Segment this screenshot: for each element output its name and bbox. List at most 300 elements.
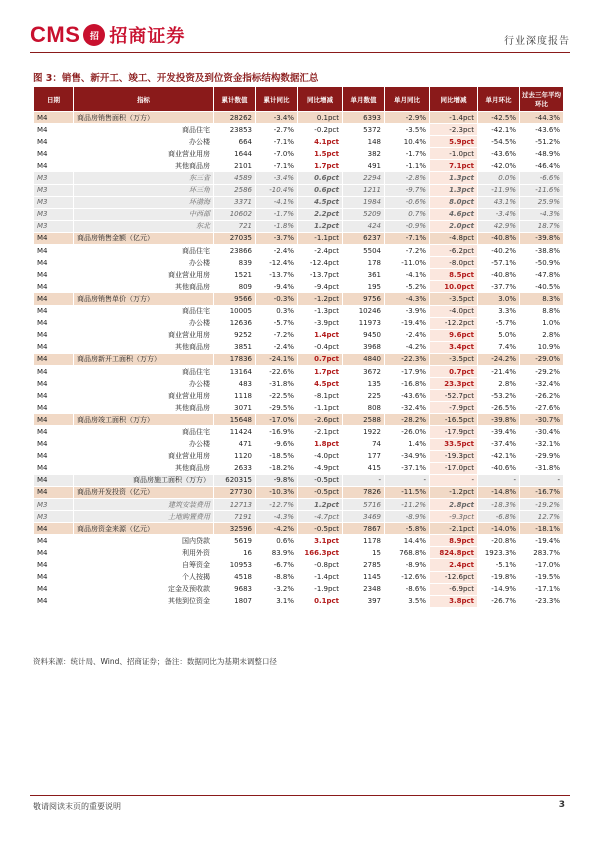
value-cell: 1922 (343, 426, 385, 438)
period-cell: M4 (34, 317, 74, 329)
value-cell: -40.2% (478, 245, 520, 257)
value-cell: 0.7% (385, 208, 430, 220)
value-cell: -16.7% (520, 486, 564, 498)
value-cell: 0.7pct (430, 365, 478, 377)
value-cell: -4.3% (385, 293, 430, 305)
value-cell: -3.7% (256, 232, 298, 244)
table-row (34, 402, 564, 414)
value-cell: -1.1% (385, 160, 430, 172)
table-row (34, 220, 564, 232)
value-cell: 1984 (343, 196, 385, 208)
value-cell: -3.5pct (430, 293, 478, 305)
column-header: 累计同比 (256, 87, 298, 112)
value-cell: 283.7% (520, 547, 564, 559)
value-cell: -3.4% (256, 172, 298, 184)
value-cell: - (385, 474, 430, 486)
table-row (34, 293, 564, 305)
value-cell: -23.3% (520, 595, 564, 607)
value-cell: -1.2pct (430, 486, 478, 498)
value-cell: 4518 (214, 571, 256, 583)
period-cell: M4 (34, 523, 74, 535)
column-header: 同比增减 (430, 87, 478, 112)
indicator-cell: 商品住宅 (74, 124, 214, 136)
value-cell: -43.6% (385, 390, 430, 402)
value-cell: 9566 (214, 293, 256, 305)
value-cell: -39.8% (478, 414, 520, 426)
header-divider (30, 52, 570, 53)
value-cell: 28262 (214, 112, 256, 124)
value-cell: -29.0% (520, 353, 564, 365)
value-cell: -4.2% (256, 523, 298, 535)
value-cell: -32.4% (520, 378, 564, 390)
period-cell: M4 (34, 595, 74, 607)
value-cell: 1178 (343, 535, 385, 547)
table-row (34, 232, 564, 244)
value-cell: 3.4pct (430, 341, 478, 353)
value-cell: 8.8% (520, 305, 564, 317)
value-cell: -1.0pct (430, 148, 478, 160)
value-cell: -30.4% (520, 426, 564, 438)
period-cell: M4 (34, 124, 74, 136)
value-cell: 43.1% (478, 196, 520, 208)
value-cell: -3.4% (256, 112, 298, 124)
table-row (34, 486, 564, 498)
value-cell: -7.1% (385, 232, 430, 244)
value-cell: 0.1pct (298, 595, 343, 607)
indicator-cell: 环三角 (74, 184, 214, 196)
value-cell: 3.1% (256, 595, 298, 607)
period-cell: M4 (34, 390, 74, 402)
indicator-cell: 东北 (74, 220, 214, 232)
value-cell: -52.7pct (430, 390, 478, 402)
source-note: 资料来源：统计局、Wind、招商证券；备注：数据同比为基期未调整口径 (33, 657, 277, 666)
value-cell: 397 (343, 595, 385, 607)
period-cell: M4 (34, 269, 74, 281)
indicator-cell: 定金及预收款 (74, 583, 214, 595)
value-cell: -3.5pct (430, 353, 478, 365)
value-cell: 2.8% (520, 329, 564, 341)
value-cell: -13.7% (256, 269, 298, 281)
table-row (34, 172, 564, 184)
period-cell: M4 (34, 402, 74, 414)
table-row (34, 196, 564, 208)
value-cell: -14.9% (478, 583, 520, 595)
value-cell: -5.2% (385, 281, 430, 293)
value-cell: 177 (343, 450, 385, 462)
value-cell: -16.5pct (430, 414, 478, 426)
value-cell: 12.7% (520, 511, 564, 523)
value-cell: -4.0pct (430, 305, 478, 317)
value-cell: -12.2pct (430, 317, 478, 329)
table-row (34, 184, 564, 196)
value-cell: -5.1% (478, 559, 520, 571)
period-cell: M4 (34, 329, 74, 341)
table-row (34, 341, 564, 353)
indicator-cell: 其他商品房 (74, 160, 214, 172)
period-cell: M3 (34, 511, 74, 523)
value-cell: -3.9% (385, 305, 430, 317)
indicator-cell: 环渤海 (74, 196, 214, 208)
value-cell: -3.9pct (298, 317, 343, 329)
value-cell: 809 (214, 281, 256, 293)
value-cell: -17.0% (520, 559, 564, 571)
value-cell: 14.4% (385, 535, 430, 547)
value-cell: -11.9% (478, 184, 520, 196)
value-cell: 4.5pct (298, 196, 343, 208)
value-cell: 3851 (214, 341, 256, 353)
table-row (34, 245, 564, 257)
value-cell: -7.2% (256, 329, 298, 341)
value-cell: -4.0pct (298, 450, 343, 462)
value-cell: 15 (343, 547, 385, 559)
value-cell: -2.7% (256, 124, 298, 136)
indicator-cell: 中西部 (74, 208, 214, 220)
value-cell: 808 (343, 402, 385, 414)
value-cell: -13.7pct (298, 269, 343, 281)
table-row (34, 571, 564, 583)
period-cell: M4 (34, 365, 74, 377)
value-cell: 2.8pct (430, 499, 478, 511)
table-row (34, 535, 564, 547)
value-cell: -8.8% (256, 571, 298, 583)
indicator-cell: 商业营业用房 (74, 329, 214, 341)
value-cell: -26.0% (385, 426, 430, 438)
period-cell: M4 (34, 281, 74, 293)
value-cell: 3.0% (478, 293, 520, 305)
table-row (34, 390, 564, 402)
value-cell: 2785 (343, 559, 385, 571)
period-cell: M3 (34, 499, 74, 511)
value-cell: -39.4% (478, 426, 520, 438)
table-row (34, 378, 564, 390)
value-cell: 1.8pct (298, 438, 343, 450)
value-cell: -40.6% (478, 462, 520, 474)
value-cell: 4.6pct (430, 208, 478, 220)
indicator-cell: 东三省 (74, 172, 214, 184)
value-cell: 13164 (214, 365, 256, 377)
value-cell: -38.8% (520, 245, 564, 257)
value-cell: 11424 (214, 426, 256, 438)
indicator-cell: 建筑安装费用 (74, 499, 214, 511)
period-cell: M4 (34, 486, 74, 498)
value-cell: -9.3pct (430, 511, 478, 523)
period-cell: M4 (34, 474, 74, 486)
value-cell: -2.4% (256, 341, 298, 353)
indicator-cell: 自筹资金 (74, 559, 214, 571)
value-cell: 10005 (214, 305, 256, 317)
indicator-cell: 商业营业用房 (74, 148, 214, 160)
column-header: 过去三年平均环比 (520, 87, 564, 112)
indicator-cell: 其他到位资金 (74, 595, 214, 607)
value-cell: -12.7% (256, 499, 298, 511)
table-row (34, 305, 564, 317)
indicator-cell: 商品住宅 (74, 365, 214, 377)
value-cell: -26.5% (478, 402, 520, 414)
period-cell: M3 (34, 172, 74, 184)
value-cell: -37.1% (385, 462, 430, 474)
table-row (34, 547, 564, 559)
indicator-cell: 商品房施工面积（万方） (74, 474, 214, 486)
period-cell: M4 (34, 438, 74, 450)
value-cell: -16.9% (256, 426, 298, 438)
value-cell: -0.4pct (298, 341, 343, 353)
value-cell: -8.6% (385, 583, 430, 595)
value-cell: 1.5pct (298, 148, 343, 160)
value-cell: -17.9% (385, 365, 430, 377)
table-row (34, 583, 564, 595)
value-cell: 2633 (214, 462, 256, 474)
value-cell: -43.6% (520, 124, 564, 136)
value-cell: -17.0pct (430, 462, 478, 474)
indicator-cell: 商品住宅 (74, 426, 214, 438)
value-cell: -14.0% (478, 523, 520, 535)
value-cell: 2588 (343, 414, 385, 426)
period-cell: M4 (34, 305, 74, 317)
value-cell: 4589 (214, 172, 256, 184)
value-cell: -29.5% (256, 402, 298, 414)
table-row (34, 365, 564, 377)
table-row (34, 269, 564, 281)
table-row (34, 511, 564, 523)
value-cell: -19.8% (478, 571, 520, 583)
value-cell: -2.4pct (298, 245, 343, 257)
value-cell: -6.2pct (430, 245, 478, 257)
value-cell: 9683 (214, 583, 256, 595)
value-cell: -22.3% (385, 353, 430, 365)
value-cell: -12.4pct (298, 257, 343, 269)
value-cell: 3968 (343, 341, 385, 353)
table-body (34, 112, 564, 608)
table-row (34, 438, 564, 450)
figure-title: 图 3：销售、新开工、竣工、开发投资及到位资金指标结构数据汇总 (33, 73, 319, 84)
value-cell: -0.5pct (298, 474, 343, 486)
value-cell: 768.8% (385, 547, 430, 559)
value-cell: 824.8pct (430, 547, 478, 559)
value-cell: -2.6pct (298, 414, 343, 426)
value-cell: -19.4% (520, 535, 564, 547)
value-cell: -9.7% (385, 184, 430, 196)
value-cell: -53.2% (478, 390, 520, 402)
value-cell: -11.0% (385, 257, 430, 269)
indicator-cell: 商业营业用房 (74, 450, 214, 462)
value-cell: 483 (214, 378, 256, 390)
value-cell: -31.8% (520, 462, 564, 474)
value-cell: 166.3pct (298, 547, 343, 559)
value-cell: -32.4% (385, 402, 430, 414)
logo-badge-icon: 招 (83, 24, 105, 46)
value-cell: -34.9% (385, 450, 430, 462)
value-cell: 1.7pct (298, 365, 343, 377)
value-cell: 225 (343, 390, 385, 402)
value-cell: 135 (343, 378, 385, 390)
table-row (34, 257, 564, 269)
period-cell: M4 (34, 245, 74, 257)
value-cell: 8.5pct (430, 269, 478, 281)
value-cell: 7.4% (478, 341, 520, 353)
value-cell: 6393 (343, 112, 385, 124)
value-cell: 0.3% (256, 305, 298, 317)
value-cell: -8.9% (385, 511, 430, 523)
indicator-cell: 国内贷款 (74, 535, 214, 547)
value-cell: 0.7pct (298, 353, 343, 365)
period-cell: M3 (34, 208, 74, 220)
page-header (30, 20, 570, 48)
table-row (34, 499, 564, 511)
value-cell: -17.1% (520, 583, 564, 595)
value-cell: -6.6% (520, 172, 564, 184)
value-cell: -0.5pct (298, 523, 343, 535)
value-cell: -30.7% (520, 414, 564, 426)
value-cell: -5.7% (256, 317, 298, 329)
value-cell: 2.0pct (430, 220, 478, 232)
value-cell: 1.0% (520, 317, 564, 329)
value-cell: - (478, 474, 520, 486)
value-cell: -12.6% (385, 571, 430, 583)
value-cell: 1.3pct (430, 184, 478, 196)
value-cell: 4840 (343, 353, 385, 365)
value-cell: -24.2% (478, 353, 520, 365)
indicator-cell: 商业营业用房 (74, 269, 214, 281)
value-cell: -18.3% (478, 499, 520, 511)
value-cell: -12.4% (256, 257, 298, 269)
value-cell: -19.3pct (430, 450, 478, 462)
indicator-cell: 个人按揭 (74, 571, 214, 583)
value-cell: 23866 (214, 245, 256, 257)
value-cell: 415 (343, 462, 385, 474)
value-cell: 1118 (214, 390, 256, 402)
period-cell: M3 (34, 184, 74, 196)
value-cell: -5.8% (385, 523, 430, 535)
value-cell: -9.4pct (298, 281, 343, 293)
value-cell: -19.4% (385, 317, 430, 329)
value-cell: -5.7% (478, 317, 520, 329)
indicator-cell: 办公楼 (74, 438, 214, 450)
value-cell: 1644 (214, 148, 256, 160)
value-cell: 424 (343, 220, 385, 232)
table-row (34, 353, 564, 365)
value-cell: - (343, 474, 385, 486)
table-row (34, 523, 564, 535)
value-cell: 2.8% (478, 378, 520, 390)
period-cell: M4 (34, 583, 74, 595)
value-cell: -3.5% (385, 124, 430, 136)
value-cell: -47.8% (520, 269, 564, 281)
value-cell: -24.1% (256, 353, 298, 365)
value-cell: 32596 (214, 523, 256, 535)
value-cell: 1120 (214, 450, 256, 462)
value-cell: 361 (343, 269, 385, 281)
value-cell: -14.8% (478, 486, 520, 498)
value-cell: -26.7% (478, 595, 520, 607)
value-cell: 10.9% (520, 341, 564, 353)
value-cell: 2348 (343, 583, 385, 595)
value-cell: 5504 (343, 245, 385, 257)
value-cell: 471 (214, 438, 256, 450)
value-cell: 9.6pct (430, 329, 478, 341)
period-cell: M4 (34, 450, 74, 462)
period-cell: M4 (34, 547, 74, 559)
value-cell: 1807 (214, 595, 256, 607)
value-cell: -4.1% (256, 196, 298, 208)
value-cell: 0.1pct (298, 112, 343, 124)
value-cell: -1.1pct (298, 232, 343, 244)
value-cell: -18.2% (256, 462, 298, 474)
value-cell: 5.9pct (430, 136, 478, 148)
value-cell: -7.9pct (430, 402, 478, 414)
value-cell: 3469 (343, 511, 385, 523)
value-cell: -48.9% (520, 148, 564, 160)
value-cell: 17836 (214, 353, 256, 365)
indicator-cell: 商品住宅 (74, 245, 214, 257)
value-cell: -1.1pct (298, 402, 343, 414)
value-cell: -44.3% (520, 112, 564, 124)
period-cell: M4 (34, 293, 74, 305)
table-row (34, 148, 564, 160)
value-cell: -0.5pct (298, 486, 343, 498)
value-cell: -12.6pct (430, 571, 478, 583)
indicator-cell: 商品住宅 (74, 305, 214, 317)
period-cell: M4 (34, 353, 74, 365)
value-cell: -39.8% (520, 232, 564, 244)
value-cell: - (430, 474, 478, 486)
value-cell: -1.8% (256, 220, 298, 232)
indicator-cell: 办公楼 (74, 136, 214, 148)
value-cell: -57.1% (478, 257, 520, 269)
value-cell: -1.4pct (298, 571, 343, 583)
value-cell: -18.1% (520, 523, 564, 535)
value-cell: -37.7% (478, 281, 520, 293)
value-cell: 7867 (343, 523, 385, 535)
value-cell: -3.2% (256, 583, 298, 595)
value-cell: 9756 (343, 293, 385, 305)
value-cell: -6.9pct (430, 583, 478, 595)
value-cell: 4.1pct (298, 136, 343, 148)
value-cell: 0.0% (478, 172, 520, 184)
table-row (34, 474, 564, 486)
value-cell: -2.4% (256, 245, 298, 257)
indicator-cell: 商品房新开工面积（万方） (74, 353, 214, 365)
value-cell: 3071 (214, 402, 256, 414)
footer-disclaimer: 敬请阅读末页的重要说明 (33, 802, 121, 811)
value-cell: 3371 (214, 196, 256, 208)
value-cell: -7.0% (256, 148, 298, 160)
period-cell: M4 (34, 462, 74, 474)
value-cell: -17.0% (256, 414, 298, 426)
value-cell: -0.6% (385, 196, 430, 208)
table-row (34, 450, 564, 462)
table-header-row (34, 87, 564, 112)
period-cell: M4 (34, 148, 74, 160)
value-cell: -10.4% (256, 184, 298, 196)
value-cell: 11973 (343, 317, 385, 329)
value-cell: 3672 (343, 365, 385, 377)
value-cell: -29.9% (520, 450, 564, 462)
period-cell: M4 (34, 571, 74, 583)
value-cell: -40.5% (520, 281, 564, 293)
value-cell: 664 (214, 136, 256, 148)
value-cell: -17.9pct (430, 426, 478, 438)
value-cell: 1211 (343, 184, 385, 196)
value-cell: 2101 (214, 160, 256, 172)
indicator-cell: 办公楼 (74, 257, 214, 269)
value-cell: 10246 (343, 305, 385, 317)
value-cell: 3.1pct (298, 535, 343, 547)
value-cell: 2.2pct (298, 208, 343, 220)
value-cell: -0.2pct (298, 124, 343, 136)
value-cell: -8.9% (385, 559, 430, 571)
value-cell: -16.8% (385, 378, 430, 390)
period-cell: M4 (34, 112, 74, 124)
